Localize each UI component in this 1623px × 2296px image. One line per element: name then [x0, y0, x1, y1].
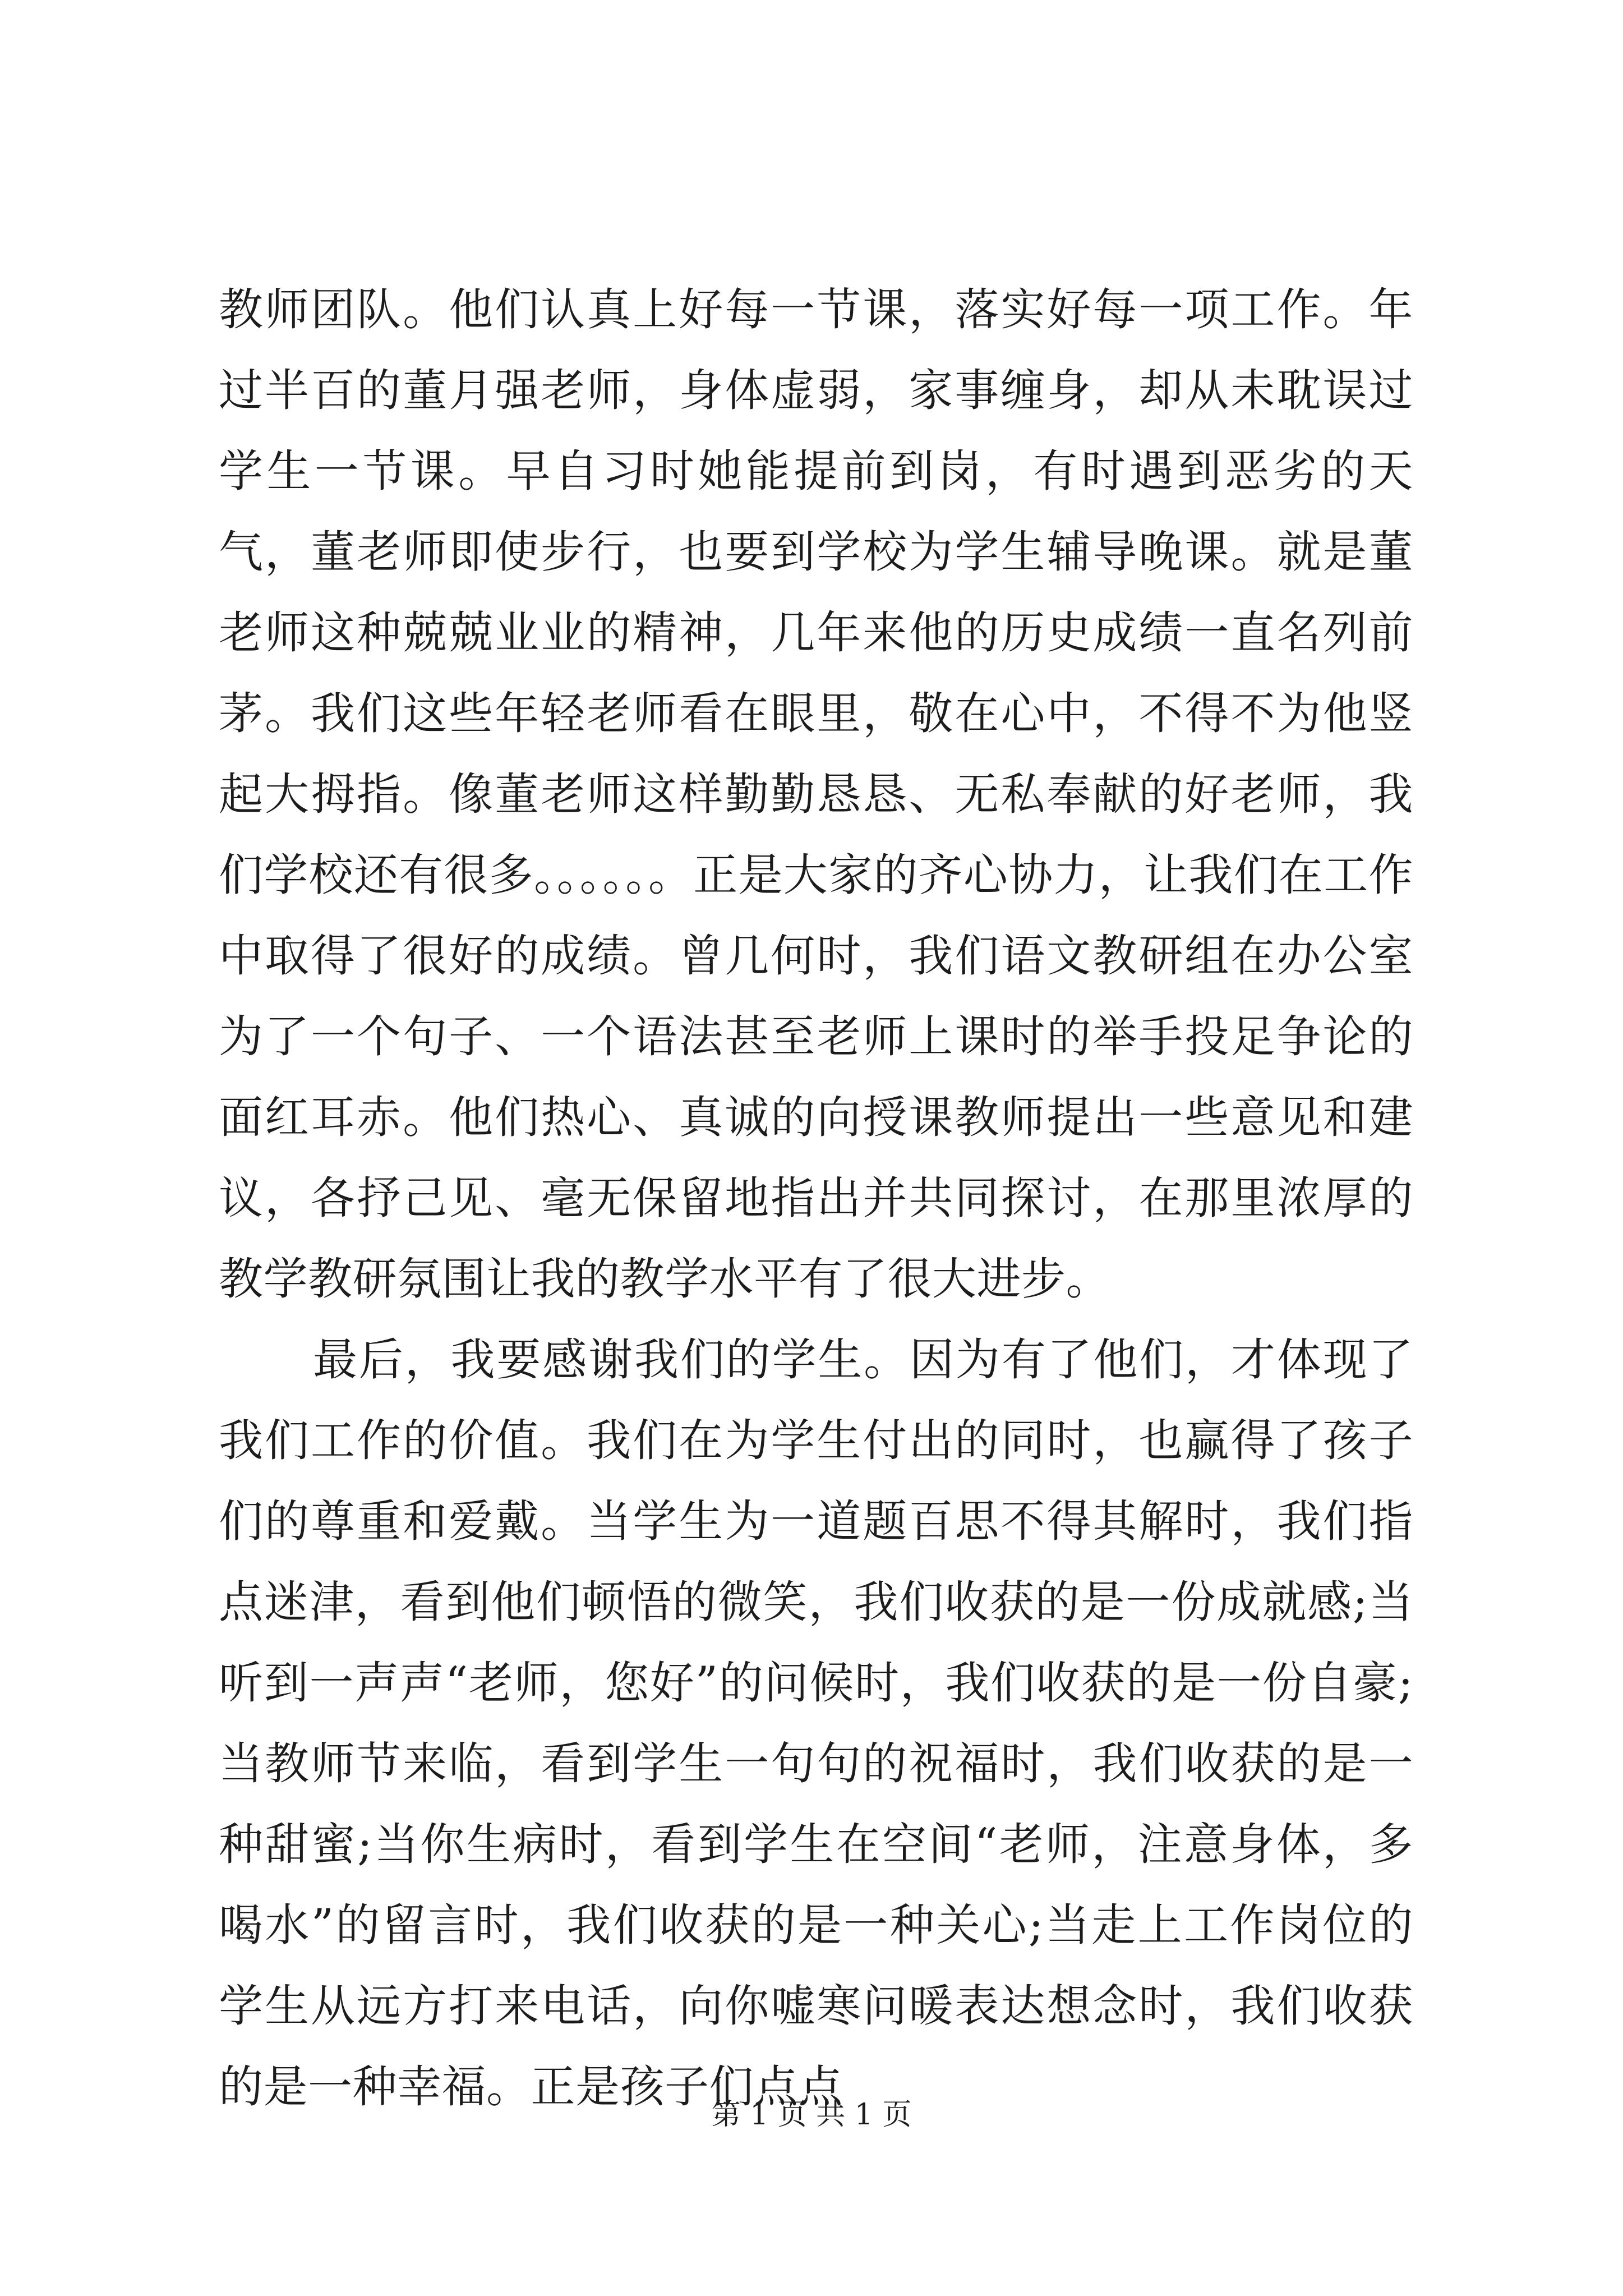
- page-footer: [0, 2097, 1623, 2133]
- paragraph: 最后，我要感谢我们的学生。因为有了他们，才体现了我们工作的价值。我们在为学生付出的同时，也赢得了孩子们的尊重和爱戴。当学生为一道题百思不得其解时，我们指点迷津，看到他们顿悟的微笑，我们收获的是一份成就感;当听到一声声“老师，您好”的问候时，我们收获的是一份自豪;当教师节来临，看到学生一句句的祝福时，我们收获的是一种甜蜜;当你生病时，看到学生在空间“老师，注意身体，多喝水”的留言时，我们收获的是一种关心;当走上工作岗位的学生从远方打来电话，向你嘘寒问暖表达想念时，我们收获的是一种幸福。正是孩子们点点: [219, 1334, 1413, 2113]
- page-number: 第 1 页 共 1 页: [711, 2098, 912, 2132]
- body-text: [219, 269, 1413, 2127]
- paragraph: 教师团队。他们认真上好每一节课，落实好每一项工作。年过半百的董月强老师，身体虚弱，家事缠身，却从未耽误过学生一节课。早自习时她能提前到岗，有时遇到恶劣的天气，董老师即使步行，也要到学校为学生辅导晚课。就是董老师这种兢兢业业的精神，几年来他的历史成绩一直名列前茅。我们这些年轻老师看在眼里，敬在心中，不得不为他竖起大拇指。像董老师这样勤勤恳恳、无私奉献的好老师，我们学校还有很多。。。。。。正是大家的齐心协力，让我们在工作中取得了很好的成绩。曾几何时，我们语文教研组在办公室为了一个句子、一个语法甚至老师上课时的举手投足争论的面红耳赤。他们热心、真诚的向授课教师提出一些意见和建议，各抒己见、毫无保留地指出并共同探讨，在那里浓厚的教学教研氛围让我的教学水平有了很大进步。: [219, 284, 1413, 1305]
